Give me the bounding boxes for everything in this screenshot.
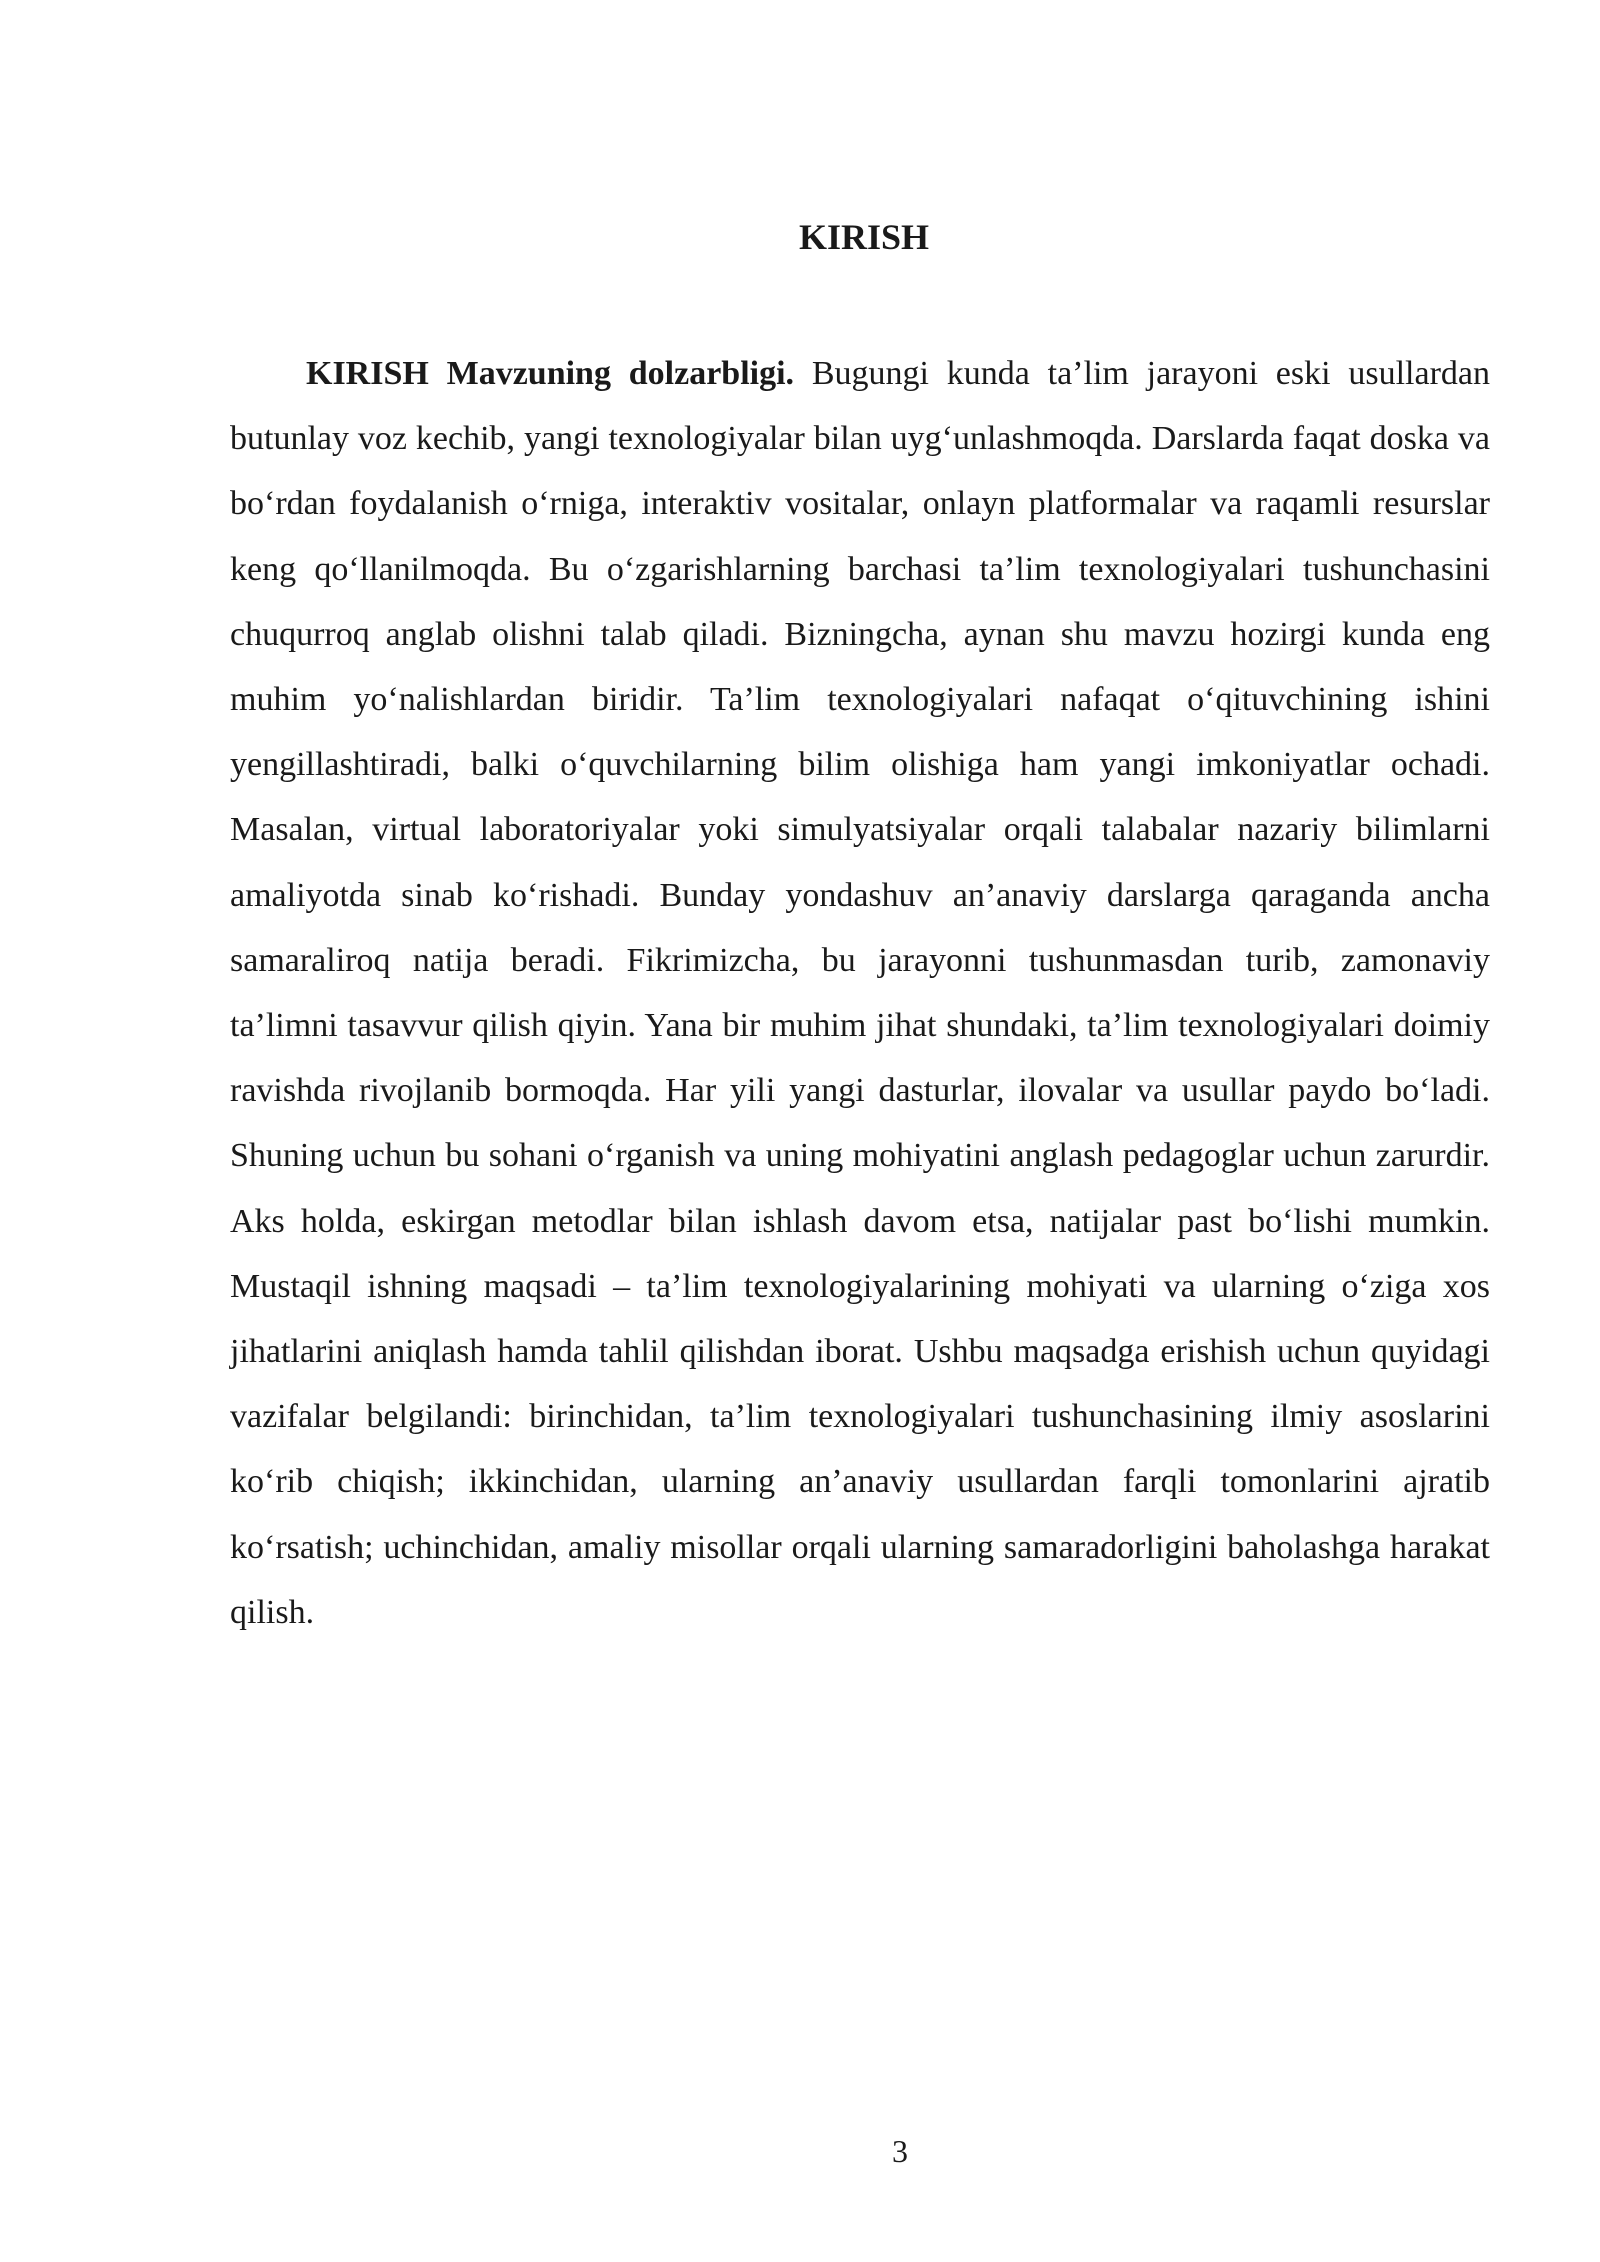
paragraph-lead: KIRISH Mavzuning dolzarbligi. [306, 355, 795, 392]
paragraph-text: Bugungi kunda ta’lim jarayoni eski usullardan butunlay voz kechib, yangi texnologiyalar bilan uyg‘unlashmoqda. Darslarda faqat doska va bo‘rdan foydalanish o‘rniga, interaktiv vositalar, onlayn platformalar va raqamli resurslar keng qo‘llanilmoqda. Bu o‘zgarishlarning barchasi ta’lim texnologiyalari tushunchasini chuqurroq anglab olishni talab qiladi. Bizningcha, aynan shu mavzu hozirgi kunda eng muhim yo‘nalishlardan biridir. Ta’lim texnologiyalari nafaqat o‘qituvchining ishini yengillashtiradi, balki o‘quvchilarning bilim olishiga ham yangi imkoniyatlar ochadi. Masalan, virtual laboratoriyalar yoki simulyatsiyalar orqali talabalar nazariy bilimlarni amaliyotda sinab ko‘rishadi. Bunday yondashuv an’anaviy darslarga qaraganda ancha samaraliroq natija beradi. Fikrimizcha, bu jarayonni tushunmasdan turib, zamonaviy ta’limni tasavvur qilish qiyin. Yana bir muhim jihat shundaki, ta’lim texnologiyalari doimiy ravishda rivojlanib bormoqda. Har yili yangi dasturlar, ilovalar va usullar paydo bo‘ladi. Shuning uchun bu sohani o‘rganish va uning mohiyatini anglash pedagoglar uchun zarurdir. Aks holda, eskirgan metodlar bilan ishlash davom etsa, natijalar past bo‘lishi mumkin. Mustaqil ishning maqsadi – ta’lim texnologiyalarining mohiyati va ularning o‘ziga xos jihatlarini aniqlash hamda tahlil qilishdan iborat. Ushbu maqsadga erishish uchun quyidagi vazifalar belgilandi: birinchidan, ta’lim texnologiyalari tushunchasining ilmiy asoslarini ko‘rib chiqish; ikkinchidan, ularning an’anaviy usullardan farqli tomonlarini ajratib ko‘rsatish; uchinchidan, amaliy misollar orqali ularning samaradorligini baholashga harakat qilish. [230, 355, 1490, 1631]
page-number: 3 [892, 2133, 908, 2169]
page-title: KIRISH [798, 217, 930, 257]
intro-paragraph [230, 341, 1490, 1645]
